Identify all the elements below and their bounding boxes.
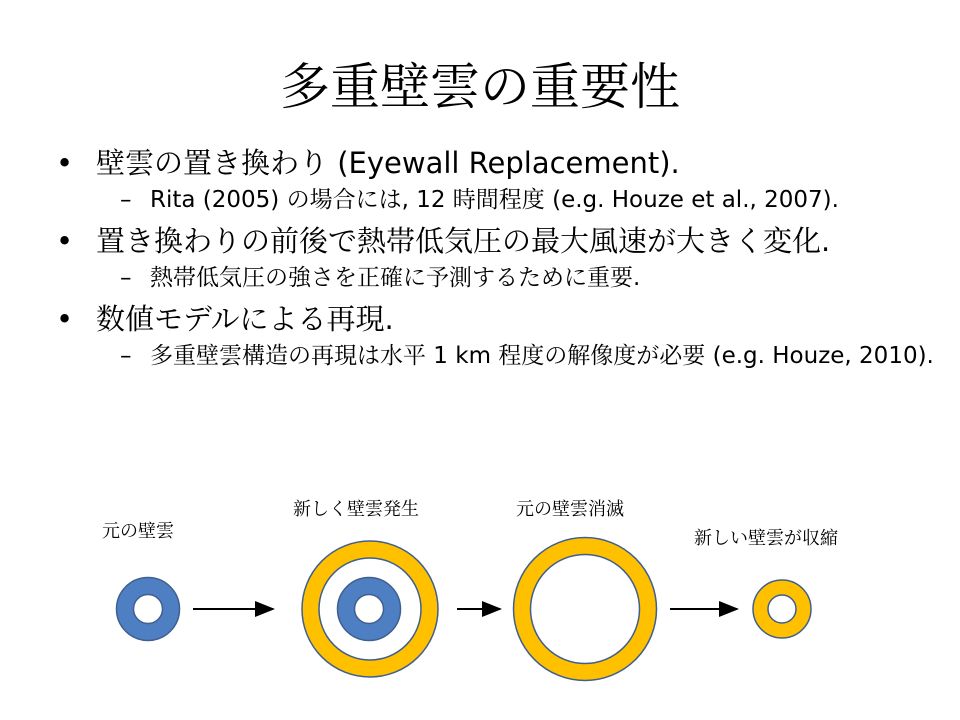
stage-label-original-dissipated: 元の壁雲消滅 [516, 499, 624, 520]
eyewall-stage-4 [753, 580, 811, 638]
sub-bullet-marker: – [120, 343, 132, 369]
stage-label-new-contracting: 新しい壁雲が収縮 [694, 528, 838, 549]
sub-bullet-text: 多重壁雲構造の再現は水平 1 km 程度の解像度が必要 (e.g. Houze, 2010). [150, 343, 934, 369]
bullet-text: 数値モデルによる再現. [96, 302, 394, 336]
bullet-text: 置き換わりの前後で熱帯低気圧の最大風速が大きく変化. [96, 224, 831, 258]
eye-outline [134, 595, 163, 624]
eye-outline [355, 595, 384, 624]
bullet-text: 壁雲の置き換わり (Eyewall Replacement). [96, 146, 680, 180]
stage-label-new-formed: 新しく壁雲発生 [293, 499, 419, 520]
bullet-marker: • [56, 146, 74, 180]
eyewall-stage-2 [302, 541, 438, 677]
bullet-marker: • [56, 302, 74, 336]
stage-label-original: 元の壁雲 [102, 521, 174, 542]
eye-outline [768, 595, 796, 623]
eyewall-stage-1 [117, 578, 180, 641]
sub-bullet-text: 熱帯低気圧の強さを正確に予測するために重要. [150, 265, 641, 291]
slide-title: 多重壁雲の重要性 [280, 58, 680, 116]
eye-outline [531, 555, 640, 664]
sub-bullet-text: Rita (2005) の場合には, 12 時間程度 (e.g. Houze et al., 2007). [150, 187, 839, 213]
bullet-marker: • [56, 224, 74, 258]
sub-bullet-marker: – [120, 265, 132, 291]
sub-bullet-marker: – [120, 187, 132, 213]
eyewall-stage-3 [514, 538, 657, 681]
